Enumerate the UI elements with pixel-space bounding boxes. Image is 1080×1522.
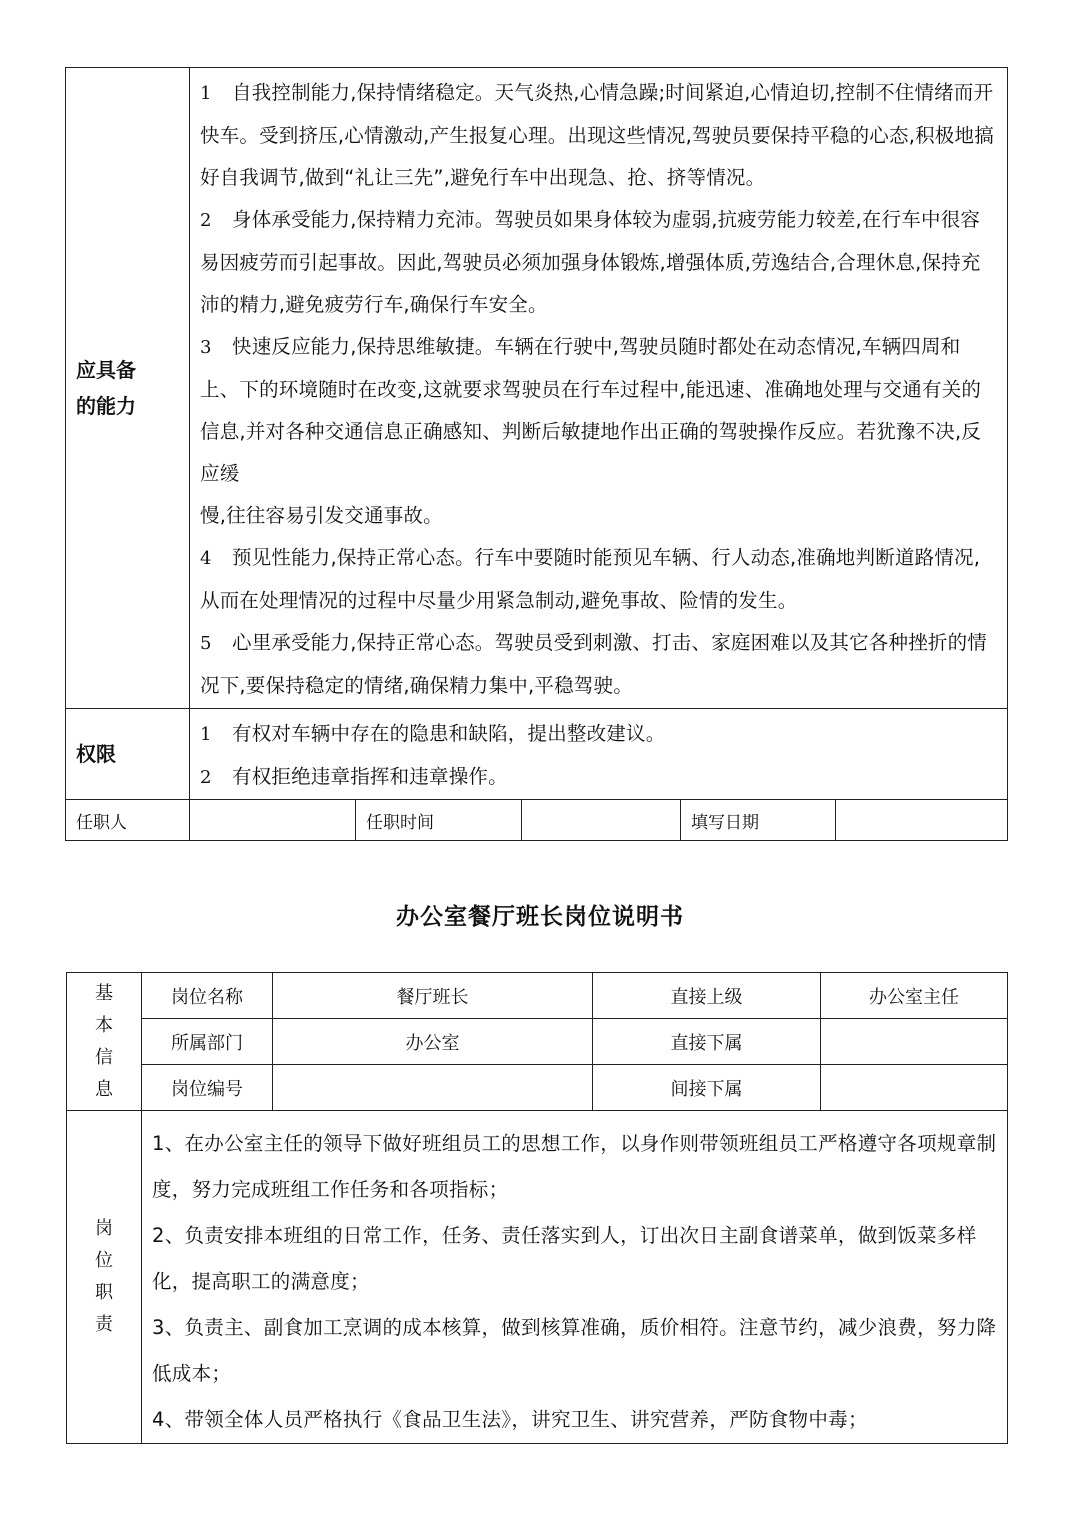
direct-subordinate-label: 直接下属 [593,1019,821,1065]
basic-info-label: 基 本 信 息 [67,973,142,1111]
abilities-content [190,68,1008,709]
department-value: 办公室 [273,1019,593,1065]
tenure-value [522,800,681,841]
ability-item: 1 自我控制能力,保持情绪稳定。天气炎热,心情急躁;时间紧迫,心情迫切,控制不住情绪而开快车。受到挤压,心情激动,产生报复心理。出现这些情况,驾驶员要保持平稳的心态,积极地搞好自我调节,做到“礼让三先”,避免行车中出现急、抢、挤等情况。 [200,81,994,189]
authority-item: 2 有权拒绝违章指挥和违章操作。 [200,765,508,788]
duty-item: 3、负责主、副食加工烹调的成本核算，做到核算准确，质价相符。注意节约，减少浪费，努力降低成本； [152,1316,997,1385]
direct-superior-label: 直接上级 [593,973,821,1019]
duties-label: 岗 位 职 责 [67,1111,142,1444]
position-code-value [273,1065,593,1111]
fill-date-value [836,800,1008,841]
direct-subordinate-value [821,1019,1008,1065]
ability-item: 3 快速反应能力,保持思维敏捷。车辆在行驶中,驾驶员随时都处在动态情况,车辆四周和上、下的环境随时在改变,这就要求驾驶员在行车过程中,能迅速、准确地处理与交通有关的信息,并对各种交通信息正确感知、判断后敏捷地作出正确的驾驶操作反应。若犹豫不决,反应缓 [200,335,982,485]
direct-superior-value: 办公室主任 [821,973,1008,1019]
ability-item: 2 身体承受能力,保持精力充沛。驾驶员如果身体较为虚弱,抗疲劳能力较差,在行车中很容易因疲劳而引起事故。因此,驾驶员必须加强身体锻炼,增强体质,劳逸结合,合理休息,保持充沛的精力,避免疲劳行车,确保行车安全。 [200,208,981,316]
incumbent-label: 任职人 [66,800,190,841]
indirect-subordinate-label: 间接下属 [593,1065,821,1111]
authority-item: 1 有权对车辆中存在的隐患和缺陷，提出整改建议。 [200,722,666,745]
ability-item-continued: 慢,往往容易引发交通事故。 [200,504,443,527]
job-description-table-2 [66,972,1008,1444]
duty-item: 1、在办公室主任的领导下做好班组员工的思想工作，以身作则带领班组员工严格遵守各项规章制度，努力完成班组工作任务和各项指标； [152,1132,997,1201]
duties-content [142,1111,1008,1444]
ability-item: 5 心里承受能力,保持正常心态。驾驶员受到刺激、打击、家庭困难以及其它各种挫折的情况下,要保持稳定的情绪,确保精力集中,平稳驾驶。 [200,631,987,697]
indirect-subordinate-value [821,1065,1008,1111]
abilities-label: 应具备 的能力 [66,68,190,709]
position-name-value: 餐厅班长 [273,973,593,1019]
ability-item: 4 预见性能力,保持正常心态。行车中要随时能预见车辆、行人动态,准确地判断道路情况,从而在处理情况的过程中尽量少用紧急制动,避免事故、险情的发生。 [200,546,981,612]
tenure-label: 任职时间 [356,800,522,841]
duty-item: 4、带领全体人员严格执行《食品卫生法》，讲究卫生、讲究营养，严防食物中毒； [152,1408,868,1431]
authority-label: 权限 [66,709,190,800]
position-name-label: 岗位名称 [142,973,273,1019]
job-description-table-1 [65,67,1008,841]
authority-content [190,709,1008,800]
document-title: 办公室餐厅班长岗位说明书 [396,904,684,930]
position-code-label: 岗位编号 [142,1065,273,1111]
incumbent-value [190,800,356,841]
duty-item: 2、负责安排本班组的日常工作，任务、责任落实到人，订出次日主副食谱菜单，做到饭菜多样化，提高职工的满意度； [152,1224,977,1293]
department-label: 所属部门 [142,1019,273,1065]
fill-date-label: 填写日期 [681,800,836,841]
